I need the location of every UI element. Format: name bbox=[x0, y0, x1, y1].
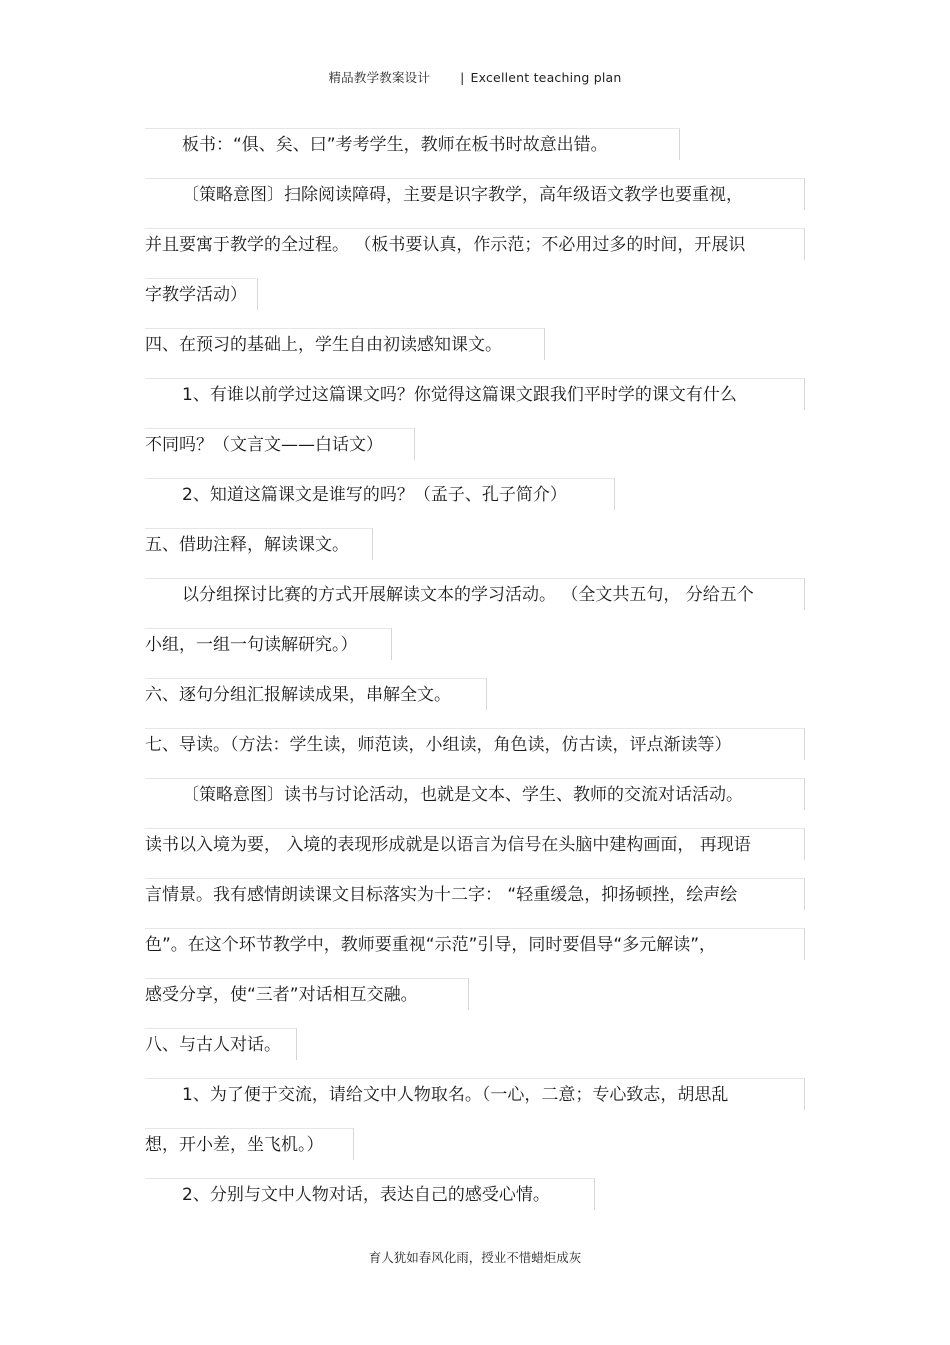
line-text: 字教学活动） bbox=[145, 285, 247, 305]
line-text: 想，开小差，坐飞机。） bbox=[145, 1135, 324, 1155]
line-text: 五、借助注释，解读课文。 bbox=[145, 535, 349, 555]
text-line bbox=[145, 828, 805, 860]
text-line bbox=[145, 1178, 595, 1210]
text-line bbox=[145, 578, 805, 610]
line-text: 以分组探讨比赛的方式开展解读文本的学习活动。 （全文共五句， 分给五个 bbox=[182, 585, 754, 605]
line-text: 言情景。我有感情朗读课文目标落实为十二字： “轻重缓急，抑扬顿挫，绘声绘 bbox=[145, 885, 738, 905]
text-line bbox=[145, 928, 805, 960]
text-line bbox=[145, 278, 258, 310]
line-text: 不同吗？（文言文——白话文） bbox=[145, 435, 383, 455]
section-heading bbox=[145, 1028, 297, 1060]
text-line bbox=[145, 628, 392, 660]
text-line bbox=[145, 378, 805, 410]
page-footer bbox=[0, 1248, 950, 1266]
line-text: 1、有谁以前学过这篇课文吗？你觉得这篇课文跟我们平时学的课文有什么 bbox=[182, 385, 737, 405]
line-text: 1、为了便于交流，请给文中人物取名。（一心，二意；专心致志，胡思乱 bbox=[182, 1085, 729, 1105]
header-divider: | bbox=[460, 70, 465, 85]
text-line bbox=[145, 428, 415, 460]
section-heading bbox=[145, 328, 545, 360]
line-text: 读书以入境为要， 入境的表现形成就是以语言为信号在头脑中建构画面， 再现语 bbox=[145, 835, 751, 855]
text-line bbox=[145, 228, 805, 260]
section-heading bbox=[145, 678, 487, 710]
text-line bbox=[145, 1128, 354, 1160]
line-text: 2、分别与文中人物对话，表达自己的感受心情。 bbox=[182, 1185, 550, 1205]
line-text: 六、逐句分组汇报解读成果，串解全文。 bbox=[145, 685, 451, 705]
section-heading bbox=[145, 728, 805, 760]
header-title-en: Excellent teaching plan bbox=[470, 70, 622, 85]
section-heading bbox=[145, 528, 373, 560]
line-text: 七、导读。（方法：学生读，师范读，小组读，角色读，仿古读，评点渐读等） bbox=[145, 735, 732, 755]
text-line bbox=[145, 978, 469, 1010]
page-header bbox=[0, 68, 950, 86]
line-text: 〔策略意图〕读书与讨论活动，也就是文本、学生、教师的交流对话活动。 bbox=[182, 785, 743, 805]
line-text: 并且要寓于教学的全过程。 （板书要认真，作示范；不必用过多的时间，开展识 bbox=[145, 235, 746, 255]
text-line bbox=[145, 778, 805, 810]
text-line bbox=[145, 128, 680, 160]
line-text: 板书：“俱、矣、曰”考考学生，教师在板书时故意出错。 bbox=[182, 135, 608, 155]
line-text: 八、与古人对话。 bbox=[145, 1035, 281, 1055]
line-text: 2、知道这篇课文是谁写的吗？（孟子、孔子简介） bbox=[182, 485, 567, 505]
line-text: 四、在预习的基础上，学生自由初读感知课文。 bbox=[145, 335, 502, 355]
line-text: 小组，一组一句读解研究。） bbox=[145, 635, 358, 655]
line-text: 〔策略意图〕扫除阅读障碍，主要是识字教学，高年级语文教学也要重视， bbox=[182, 185, 743, 205]
text-line bbox=[145, 1078, 805, 1110]
text-line bbox=[145, 878, 805, 910]
header-title-cn: 精品教学教案设计 bbox=[328, 70, 431, 85]
text-line bbox=[145, 478, 615, 510]
line-text: 色”。在这个环节教学中，教师要重视“示范”引导，同时要倡导“多元解读”， bbox=[145, 935, 717, 955]
footer-text: 育人犹如春风化雨，授业不惜蜡炬成灰 bbox=[368, 1250, 582, 1265]
text-line bbox=[145, 178, 805, 210]
line-text: 感受分享，使“三者”对话相互交融。 bbox=[145, 985, 418, 1005]
